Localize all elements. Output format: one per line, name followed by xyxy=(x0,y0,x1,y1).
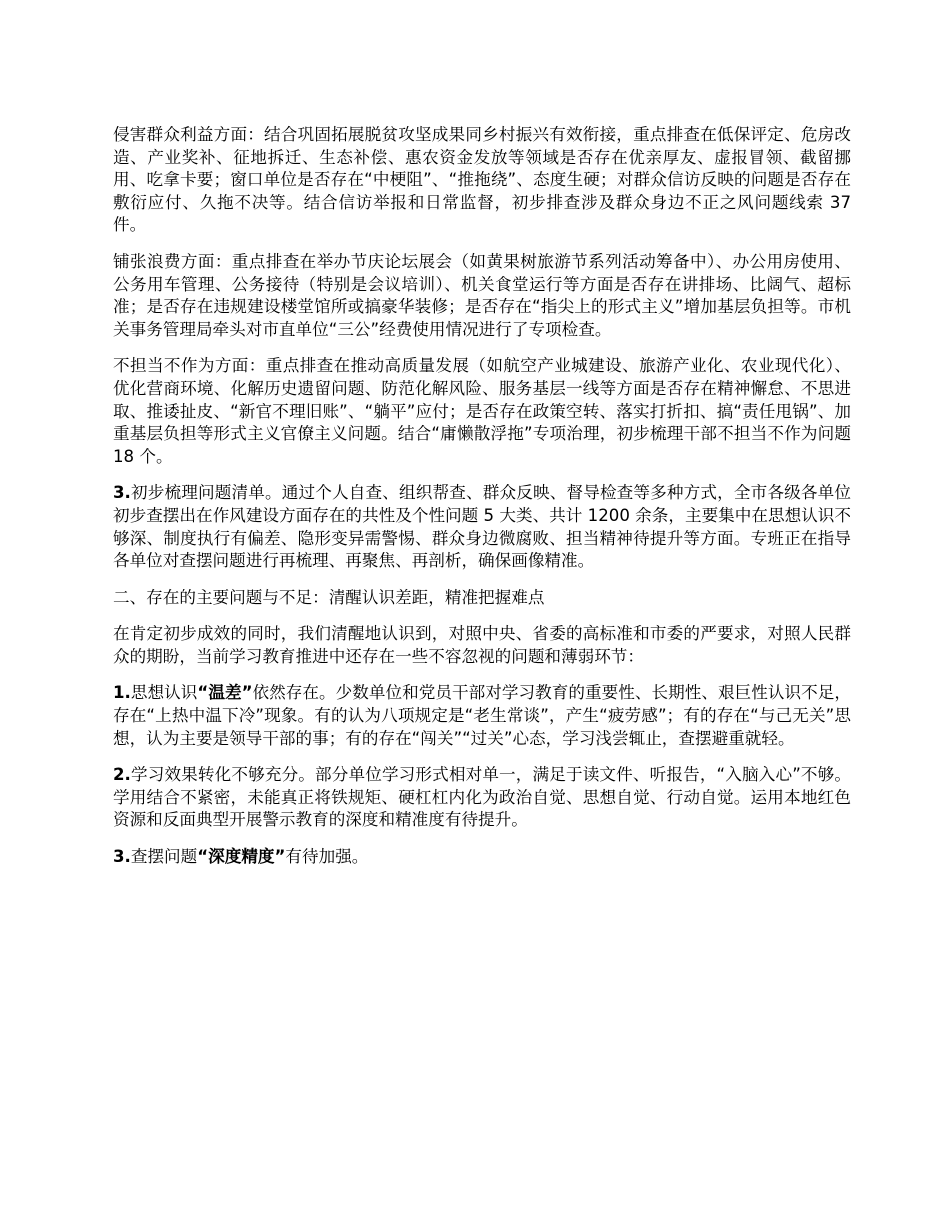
item-number: 3. xyxy=(113,483,131,503)
paragraph-text: 在肯定初步成效的同时，我们清醒地认识到，对照中央、省委的高标准和市委的严要求，对照人民群众的期盼，当前学习教育推进中还存在一些不容忽视的问题和薄弱环节： xyxy=(113,624,851,666)
paragraph-extravagance xyxy=(113,251,851,341)
paragraph-mass-interests xyxy=(113,124,851,237)
paragraph-problem-list xyxy=(113,482,851,572)
emphasis-text: “温差” xyxy=(197,683,253,703)
paragraph-temperature-gap xyxy=(113,682,851,750)
paragraph-intro xyxy=(113,623,851,668)
emphasis-text: “深度精度” xyxy=(197,847,286,867)
paragraph-text-lead: 思想认识 xyxy=(130,683,198,703)
paragraph-text: 初步梳理问题清单。通过个人自查、组织帮查、群众反映、督导检查等多种方式，全市各级各单位初步查摆出在作风建设方面存在的共性及个性问题 5 大类、共计 1200 余条，主要集中在思想认识不够深、制度执行有偏差、隐形变异需警惕、群众身边微腐败、担当精神待提升等方面。专班正在指导各单位对查摆问题进行再梳理、再聚焦、再剖析，确保画像精准。 xyxy=(113,483,851,571)
item-number: 3. xyxy=(113,847,131,867)
paragraph-text-lead: 查摆问题 xyxy=(130,847,198,867)
paragraph-text: 侵害群众利益方面：结合巩固拓展脱贫攻坚成果同乡村振兴有效衔接，重点排查在低保评定、危房改造、产业奖补、征地拆迁、生态补偿、惠农资金发放等领域是否存在优亲厚友、虚报冒领、截留挪用、吃拿卡要；窗口单位是否存在“中梗阻”、“推拖绕”、态度生硬；对群众信访反映的问题是否存在敷衍应付、久拖不决等。结合信访举报和日常监督，初步排查涉及群众身边不正之风问题线索 37 件。 xyxy=(113,125,851,235)
item-number: 1. xyxy=(113,683,131,703)
paragraph-text: 铺张浪费方面：重点排查在举办节庆论坛展会（如黄果树旅游节系列活动筹备中）、办公用房使用、公务用车管理、公务接待（特别是会议培训）、机关食堂运行等方面是否存在讲排场、比阔气、超标准；是否存在违规建设楼堂馆所或搞豪华装修；是否存在“指尖上的形式主义”增加基层负担等。市机关事务管理局牵头对市直单位“三公”经费使用情况进行了专项检查。 xyxy=(113,251,851,339)
paragraph-learning-effect xyxy=(113,764,851,832)
paragraph-inaction xyxy=(113,355,851,468)
section-heading xyxy=(113,587,851,610)
paragraph-depth-precision xyxy=(113,846,851,869)
item-number: 2. xyxy=(113,765,131,785)
document-page xyxy=(113,124,851,883)
paragraph-text: 有待加强。 xyxy=(285,847,369,867)
paragraph-text: 依然存在。少数单位和党员干部对学习教育的重要性、长期性、艰巨性认识不足，存在“上热中温下冷”现象。有的认为八项规定是“老生常谈”，产生“疲劳感”；有的存在“与己无关”思想，认为主要是领导干部的事；有的存在“闯关”“过关”心态，学习浅尝辄止，查摆避重就轻。 xyxy=(113,683,852,748)
paragraph-text: 学习效果转化不够充分。部分单位学习形式相对单一，满足于读文件、听报告，“入脑入心”不够。学用结合不紧密，未能真正将铁规矩、硬杠杠内化为政治自觉、思想自觉、行动自觉。运用本地红色资源和反面典型开展警示教育的深度和精准度有待提升。 xyxy=(113,765,851,830)
heading-text: 二、存在的主要问题与不足：清醒认识差距，精准把握难点 xyxy=(113,587,545,607)
paragraph-text: 不担当不作为方面：重点排查在推动高质量发展（如航空产业城建设、旅游产业化、农业现代化）、优化营商环境、化解历史遗留问题、防范化解风险、服务基层一线等方面是否存在精神懈怠、不思进取、推诿扯皮、“新官不理旧账”、“躺平”应付；是否存在政策空转、落实打折扣、搞“责任甩锅”、加重基层负担等形式主义官僚主义问题。结合“庸懒散浮拖”专项治理，初步梳理干部不担当不作为问题 18 个。 xyxy=(113,356,851,466)
